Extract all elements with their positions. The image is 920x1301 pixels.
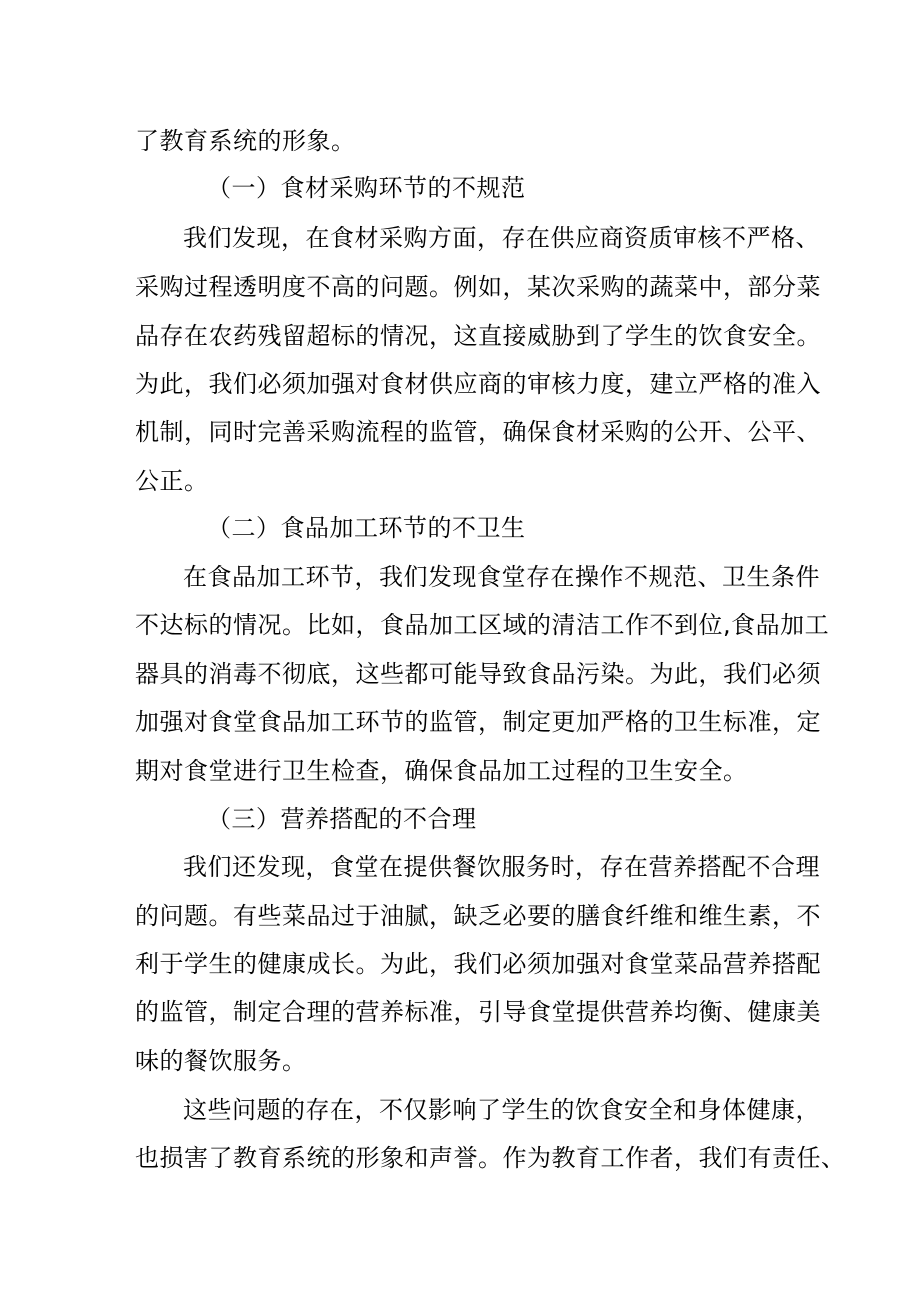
paragraph-line: 我们发现，在食材采购方面，存在供应商资质审核不严格、 bbox=[183, 224, 820, 252]
paragraph-line: 品存在农药残留超标的情况，这直接威胁到了学生的饮食安全。 bbox=[135, 322, 821, 350]
paragraph-line: 这些问题的存在，不仅影响了学生的饮食安全和身体健康， bbox=[183, 1096, 820, 1124]
paragraph-line: 的问题。有些菜品过于油腻，缺乏必要的膳食纤维和维生素，不 bbox=[135, 902, 821, 930]
paragraph-line: 利于学生的健康成长。为此，我们必须加强对食堂菜品营养搭配 bbox=[135, 950, 821, 978]
section-heading-1: （一）食材采购环节的不规范 bbox=[207, 174, 526, 202]
paragraph-line: 为此，我们必须加强对食材供应商的审核力度，建立严格的准入 bbox=[135, 370, 821, 398]
paragraph-line: 不达标的情况。比如，食品加工区域的清洁工作不到位,食品加工 bbox=[135, 611, 830, 639]
text-line: 了教育系统的形象。 bbox=[135, 127, 356, 155]
section-heading-2: （二）食品加工环节的不卫生 bbox=[207, 514, 526, 542]
paragraph-line: 加强对食堂食品加工环节的监管，制定更加严格的卫生标准，定 bbox=[135, 708, 821, 736]
paragraph-line: 采购过程透明度不高的问题。例如，某次采购的蔬菜中，部分菜 bbox=[135, 273, 821, 301]
paragraph-line: 的监管，制定合理的营养标准，引导食堂提供营养均衡、健康美 bbox=[135, 998, 821, 1026]
paragraph-line: 器具的消毒不彻底，这些都可能导致食品污染。为此，我们必须 bbox=[135, 660, 821, 688]
paragraph-line: 也损害了教育系统的形象和声誉。作为教育工作者，我们有责任、 bbox=[135, 1144, 846, 1172]
paragraph-line: 期对食堂进行卫生检查，确保食品加工过程的卫生安全。 bbox=[135, 757, 748, 785]
paragraph-line: 机制，同时完善采购流程的监管，确保食材采购的公开、公平、 bbox=[135, 418, 821, 446]
paragraph-line: 味的餐饮服务。 bbox=[135, 1047, 307, 1075]
paragraph-line: 我们还发现，食堂在提供餐饮服务时，存在营养搭配不合理 bbox=[183, 853, 820, 881]
section-heading-3: （三）营养搭配的不合理 bbox=[207, 805, 477, 833]
paragraph-line: 公正。 bbox=[135, 467, 209, 495]
paragraph-line: 在食品加工环节，我们发现食堂存在操作不规范、卫生条件 bbox=[183, 563, 820, 591]
